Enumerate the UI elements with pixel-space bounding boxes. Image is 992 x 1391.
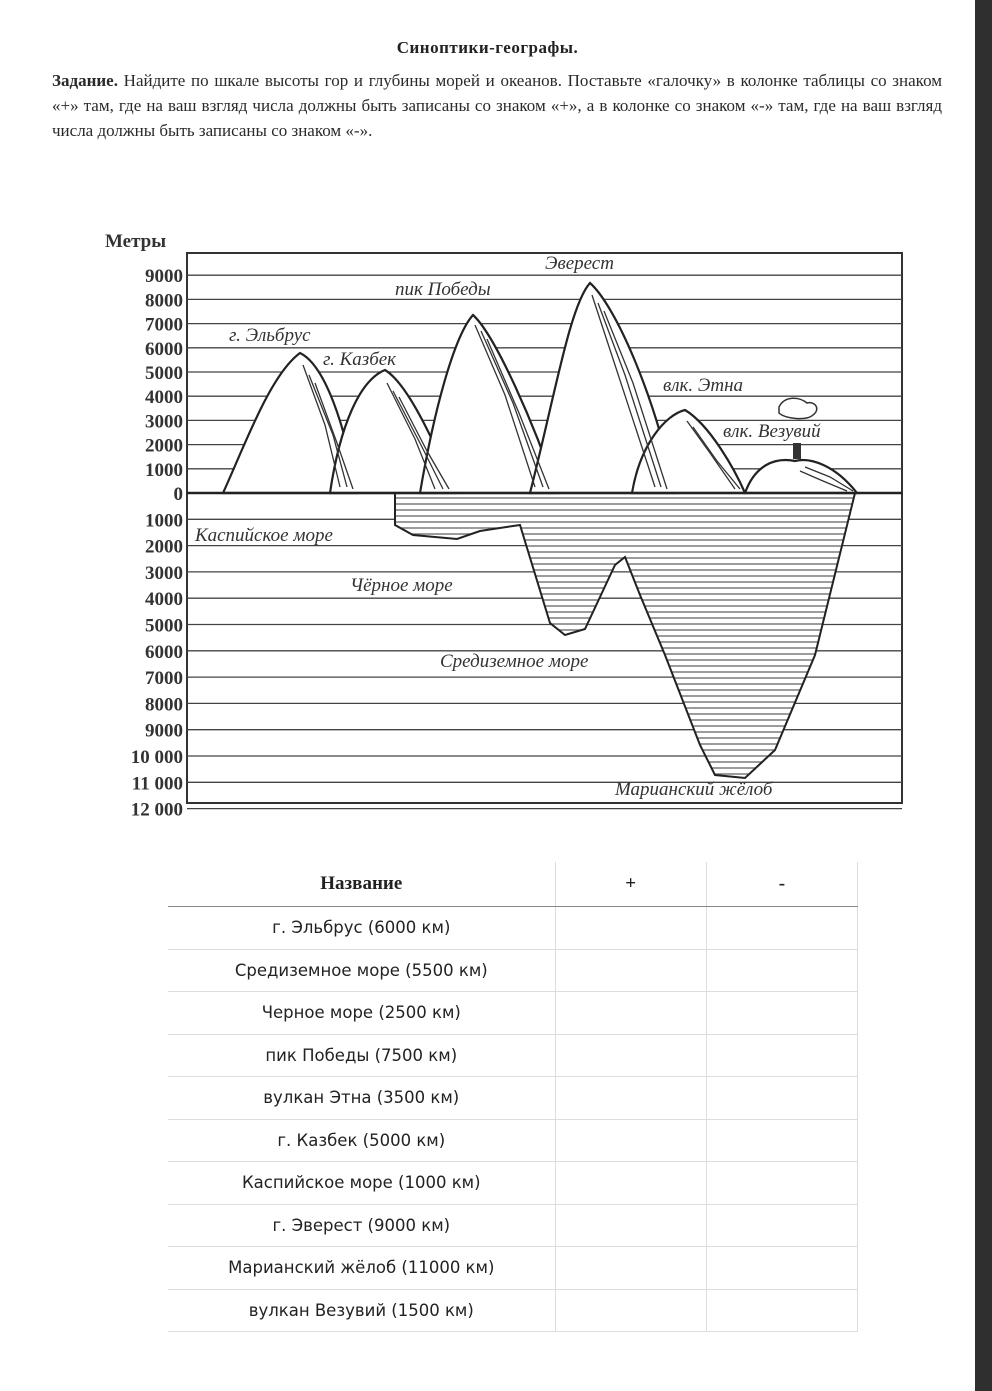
table-row [168,1034,858,1077]
depth-tick-label: 4000 [145,589,183,611]
task-text: Найдите по шкале высоты гор и глубины морей и океанов. Поставьте «галочку» в колонке таблицы со знаком «+» там, где на ваш взгляд числа должны быть записаны со знаком «+», а в колонке со знаком «-» там, где на ваш взгляд числа должны быть записаны со знаком «-». [52,71,942,140]
minus-cell[interactable] [706,1204,857,1247]
minus-cell[interactable] [706,1289,857,1332]
desk-background [975,0,992,1391]
minus-cell[interactable] [706,907,857,950]
row-name: Каспийское море (1000 км) [168,1162,555,1205]
minus-cell[interactable] [706,1034,857,1077]
label-caspian: Каспийское море [195,525,333,546]
table-row [168,992,858,1035]
height-tick-label: 9000 [145,266,183,288]
label-elbrus: г. Эльбрус [229,325,311,346]
row-name: Черное море (2500 км) [168,992,555,1035]
task-paragraph [52,68,942,143]
vesuvius-crater [793,443,801,459]
depth-tick-label: 12 000 [130,799,183,821]
depth-tick-label: 6000 [145,641,183,663]
table-row [168,1162,858,1205]
row-name: пик Победы (7500 км) [168,1034,555,1077]
task-lead: Задание. [52,71,118,90]
row-name: г. Эверест (9000 км) [168,1204,555,1247]
plus-cell[interactable] [555,907,706,950]
depth-tick-label: 10 000 [130,747,183,768]
minus-cell[interactable] [706,1077,857,1120]
row-name: Средиземное море (5500 км) [168,949,555,992]
header-plus: + [555,862,706,907]
depth-tick-label: 8000 [145,694,183,716]
minus-cell[interactable] [706,949,857,992]
plus-cell[interactable] [555,1034,706,1077]
label-vesuvius: влк. Везувий [723,421,821,442]
plus-cell[interactable] [555,1162,706,1205]
plus-cell[interactable] [555,1247,706,1290]
plus-cell[interactable] [555,1289,706,1332]
plus-cell[interactable] [555,992,706,1035]
height-tick-label: 3000 [145,411,183,433]
minus-cell[interactable] [706,1247,857,1290]
row-name: г. Казбек (5000 км) [168,1119,555,1162]
row-name: вулкан Этна (3500 км) [168,1077,555,1120]
height-tick-label: 0 [173,484,183,505]
label-etna: влк. Этна [663,375,744,396]
depth-tick-label: 5000 [145,615,183,637]
depth-tick-label: 9000 [145,720,183,742]
label-everest: Эверест [545,253,614,274]
mountains [223,283,857,493]
label-black-sea: Чёрное море [350,575,453,596]
table-row [168,1247,858,1290]
header-name: Название [168,862,555,907]
depth-tick-label: 7000 [145,668,183,690]
diagram-svg [95,225,915,825]
height-tick-label: 6000 [145,338,183,360]
label-pobedy: пик Победы [395,279,491,300]
depth-tick-label: 11 000 [131,773,183,795]
y-axis-ticks [131,266,183,820]
plus-cell[interactable] [555,1077,706,1120]
height-tick-label: 2000 [145,435,183,457]
table-row [168,1119,858,1162]
height-tick-label: 4000 [145,387,183,409]
row-name: вулкан Везувий (1500 км) [168,1289,555,1332]
minus-cell[interactable] [706,1119,857,1162]
height-tick-label: 8000 [145,290,183,312]
row-name: г. Эльбрус (6000 км) [168,907,555,950]
minus-cell[interactable] [706,992,857,1035]
table-row [168,907,858,950]
label-mariana: Марианский жёлоб [615,779,773,800]
label-kazbek: г. Казбек [323,349,397,370]
minus-cell[interactable] [706,1162,857,1205]
depth-tick-label: 1000 [145,510,183,532]
row-name: Марианский жёлоб (11000 км) [168,1247,555,1290]
answer-table [168,862,858,1332]
height-tick-label: 7000 [145,314,183,336]
page-title: Синоптики-географы. [396,38,579,57]
plus-cell[interactable] [555,1119,706,1162]
plus-cell[interactable] [555,1204,706,1247]
height-tick-label: 1000 [145,459,183,481]
axis-title: Метры [105,231,167,252]
header-minus: - [706,862,857,907]
elevation-depth-diagram [95,225,915,825]
plus-cell[interactable] [555,949,706,992]
table-row [168,1289,858,1332]
etna-smoke [779,398,817,418]
table-row [168,949,858,992]
table-header-row [168,862,858,907]
label-mediterranean: Средиземное море [440,651,589,672]
depth-tick-label: 3000 [145,562,183,584]
depth-tick-label: 2000 [145,536,183,558]
table-row [168,1204,858,1247]
height-tick-label: 5000 [145,363,183,384]
table-row [168,1077,858,1120]
